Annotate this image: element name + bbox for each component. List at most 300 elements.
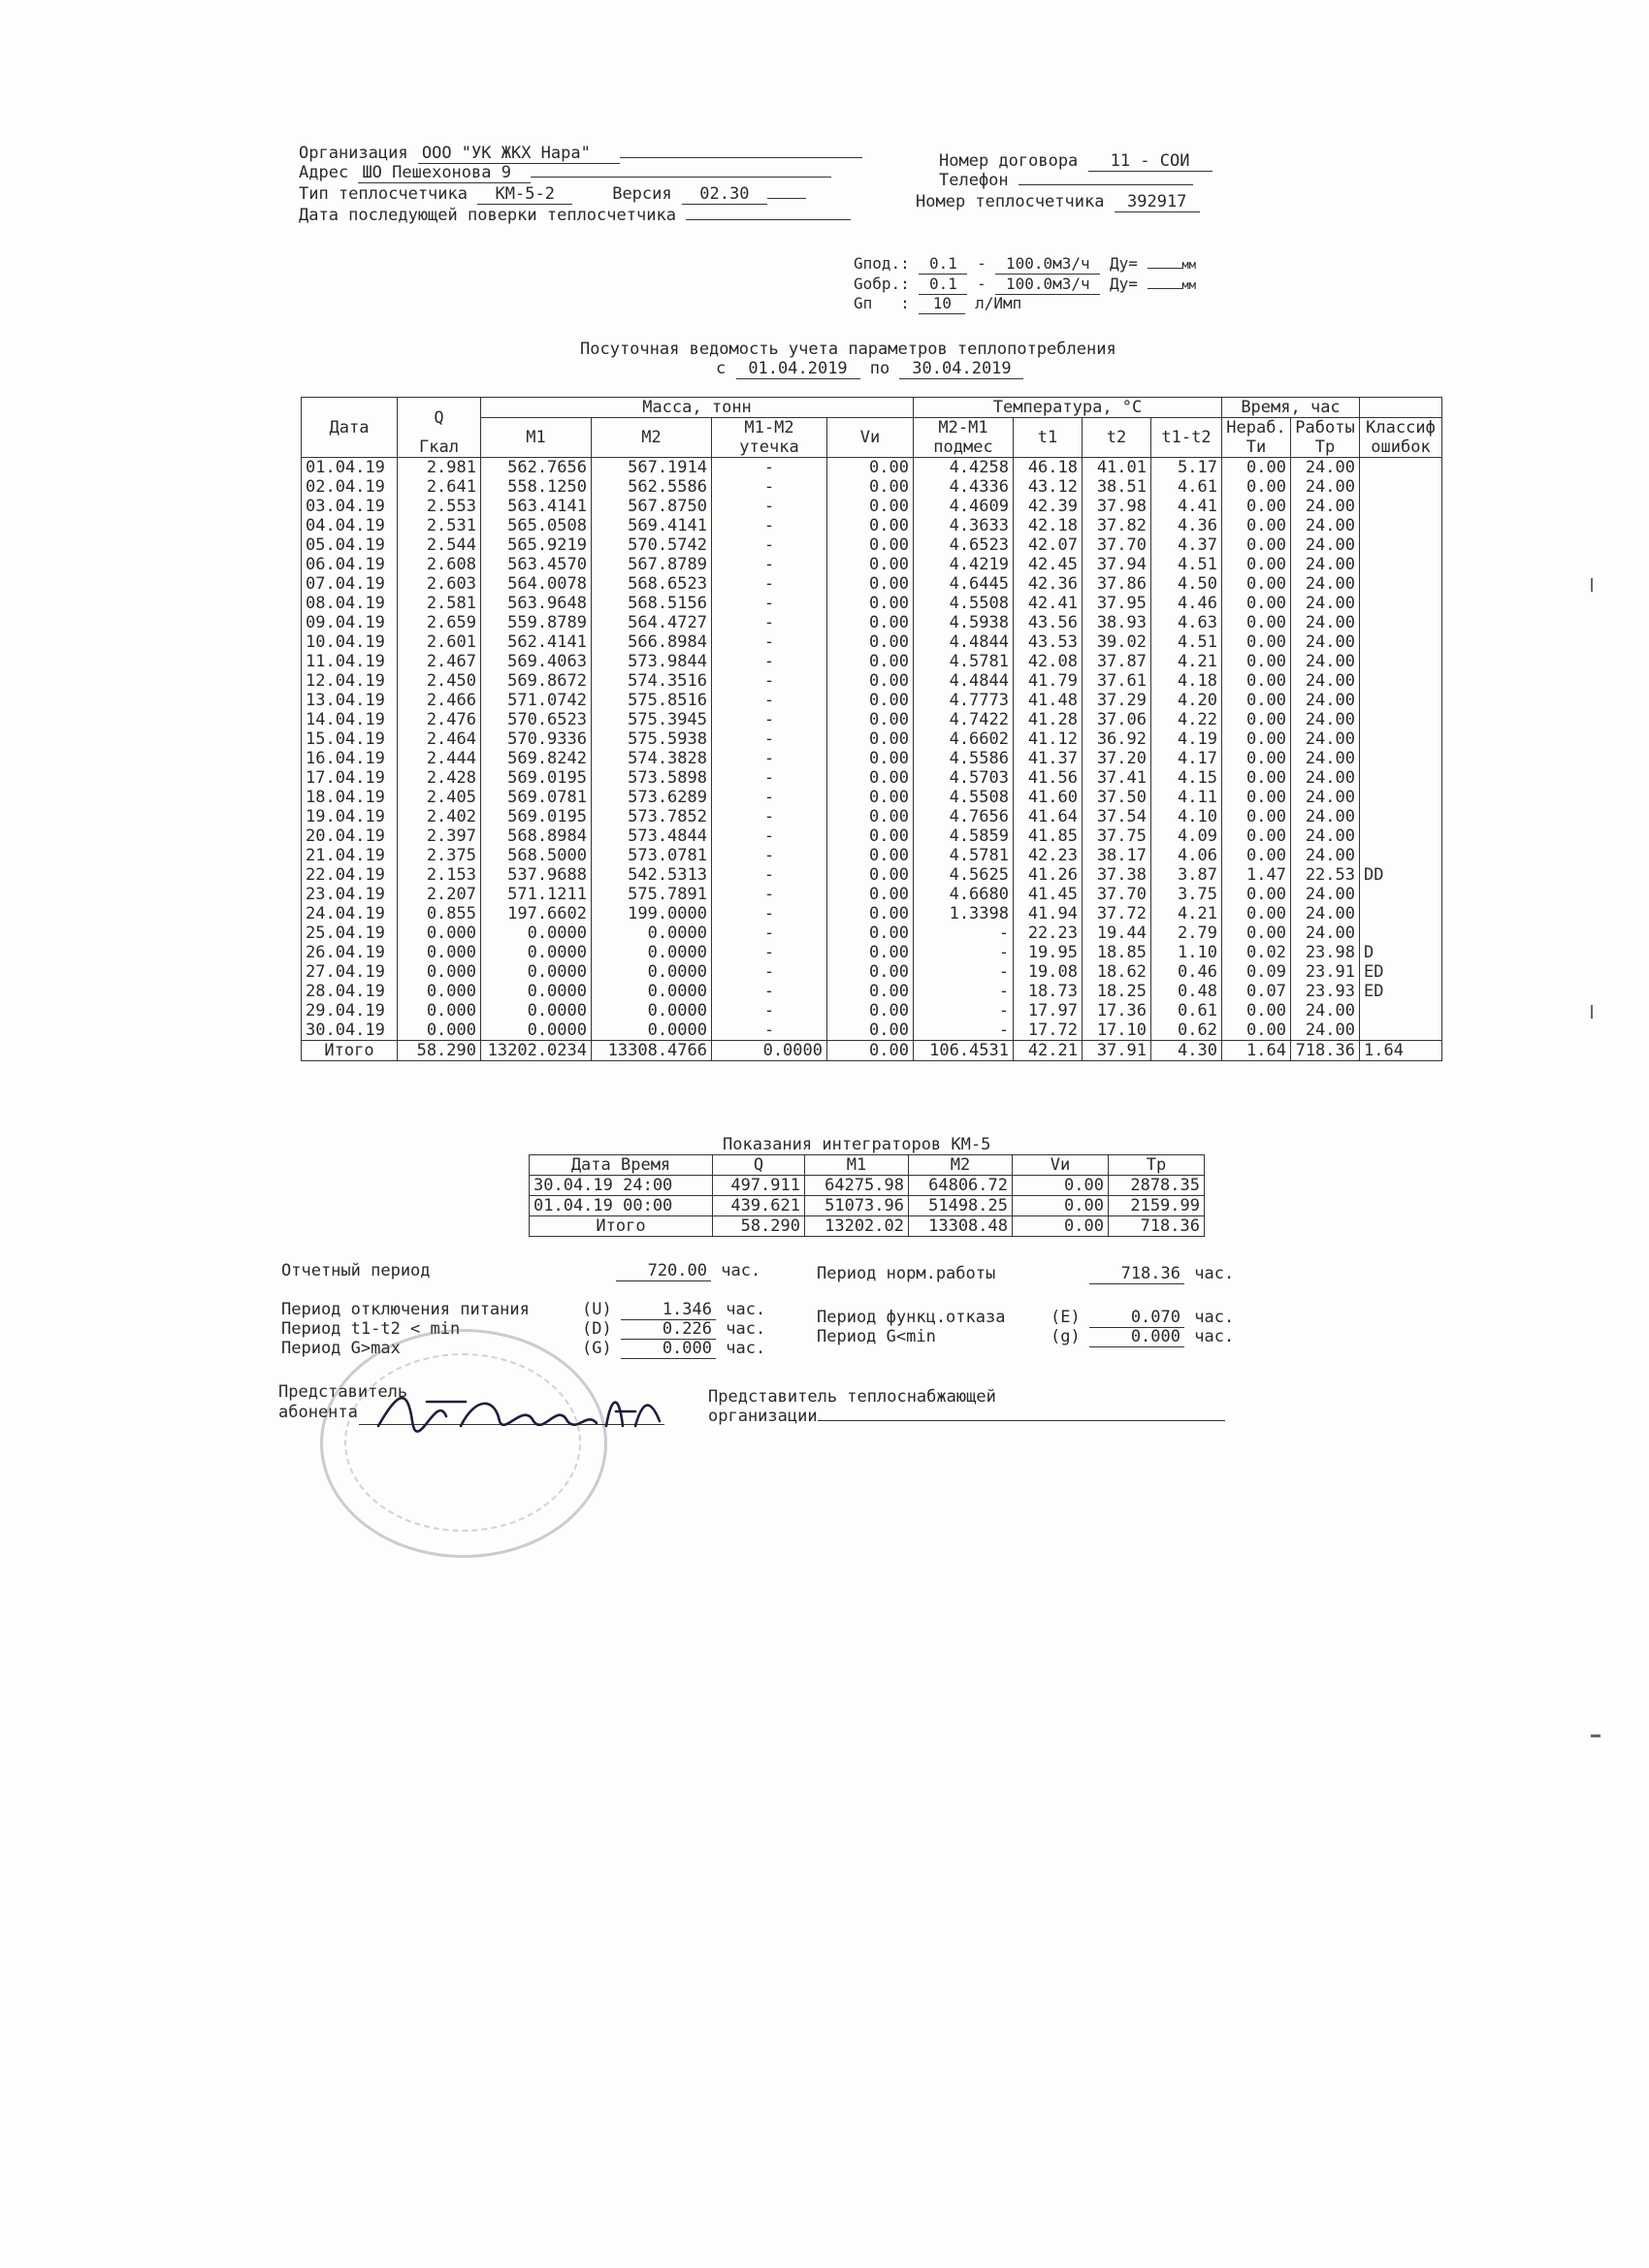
cell-date: 23.04.19	[302, 885, 398, 904]
cell-date: 10.04.19	[302, 632, 398, 652]
cell-dt: 4.09	[1151, 826, 1222, 846]
time-group-header: Время, час	[1222, 398, 1360, 418]
cell-m1m2: -	[712, 555, 827, 574]
cell-cls: ED	[1360, 982, 1442, 1001]
cell-date: 06.04.19	[302, 555, 398, 574]
cell-nerab: 0.00	[1222, 555, 1291, 574]
cell-m1: 565.0508	[481, 516, 592, 535]
cell-m1m2: -	[712, 749, 827, 768]
cell-m1: 563.4141	[481, 497, 592, 516]
cell-dt: 4.36	[1151, 516, 1222, 535]
cell-m1: 0.0000	[481, 982, 592, 1001]
cell-t1: 22.23	[1014, 923, 1083, 943]
cell-m1: 569.0195	[481, 807, 592, 826]
cell-m1m2: -	[712, 768, 827, 788]
cell-vi: 0.00	[827, 574, 914, 594]
cell-t1: 41.37	[1014, 749, 1083, 768]
cell-vi: 0.00	[827, 807, 914, 826]
cell-t2: 37.98	[1083, 497, 1151, 516]
gobr-min: 0.1	[919, 275, 967, 295]
cell-t1: 41.26	[1014, 865, 1083, 885]
cell-dt: 4.61	[1151, 477, 1222, 497]
cell-q: 2.531	[398, 516, 481, 535]
cell-m2: 574.3828	[592, 749, 712, 768]
integ-h-datetime: Дата Время	[530, 1155, 713, 1176]
cell-m2: 0.0000	[592, 1001, 712, 1021]
col-date-header: Дата	[302, 398, 398, 458]
cell-q: 2.428	[398, 768, 481, 788]
gobr-du-label: Ду=	[1109, 275, 1138, 293]
cell-dt: 0.48	[1151, 982, 1222, 1001]
cell-t2: 39.02	[1083, 632, 1151, 652]
cell-m2m1: 4.7422	[914, 710, 1014, 729]
meter-number-value: 392917	[1115, 192, 1200, 212]
gn-value: 10	[919, 294, 965, 314]
cell-m2m1: 4.4609	[914, 497, 1014, 516]
cell-rab: 24.00	[1291, 788, 1360, 807]
cell-m1: 570.9336	[481, 729, 592, 749]
hours-unit: час.	[1194, 1308, 1235, 1327]
cell-m1: 565.9219	[481, 535, 592, 555]
cell-m2: 562.5586	[592, 477, 712, 497]
cell-m1: 569.8242	[481, 749, 592, 768]
cell-m1: 562.4141	[481, 632, 592, 652]
meter-type-value: КМ-5-2	[477, 184, 572, 205]
cell-m1: 563.4570	[481, 555, 592, 574]
cell-t1: 41.60	[1014, 788, 1083, 807]
table-row	[302, 749, 1442, 768]
col-m2-header: M2	[592, 418, 712, 458]
cell-cls	[1360, 1001, 1442, 1021]
cell-m1: 564.0078	[481, 574, 592, 594]
cell-dt: 4.51	[1151, 555, 1222, 574]
cell-m2m1: 4.5938	[914, 613, 1014, 632]
cell-m1: 569.0781	[481, 788, 592, 807]
cell-dt: 4.51	[1151, 632, 1222, 652]
cell-rab: 24.00	[1291, 923, 1360, 943]
total-row	[302, 1041, 1442, 1061]
cell-date: 27.04.19	[302, 962, 398, 982]
cell-m2m1: 4.6445	[914, 574, 1014, 594]
cell-dt: 4.11	[1151, 788, 1222, 807]
cell-m1m2: -	[712, 497, 827, 516]
cell-cls	[1360, 691, 1442, 710]
integ-cell: 13308.48	[909, 1216, 1013, 1237]
gmin-value: 0.000	[1089, 1327, 1184, 1347]
cell-m1: 537.9688	[481, 865, 592, 885]
cell-vi: 0.00	[827, 982, 914, 1001]
cell-vi: 0.00	[827, 729, 914, 749]
temp-group-header: Температура, °C	[914, 398, 1222, 418]
integ-h-vi: Vи	[1013, 1155, 1109, 1176]
cell-vi: 0.00	[827, 555, 914, 574]
col-rab-header: Работы	[1291, 418, 1360, 438]
norm-period-value-wrap	[1089, 1264, 1234, 1284]
cell-nerab: 0.09	[1222, 962, 1291, 982]
integ-cell: 0.00	[1013, 1216, 1109, 1237]
cell-m2: 199.0000	[592, 904, 712, 923]
cell-t1: 41.64	[1014, 807, 1083, 826]
meter-type-line	[299, 184, 806, 205]
address-value: ШО Пешехонова 9	[358, 163, 531, 183]
cell-m1: 569.0195	[481, 768, 592, 788]
cell-rab: 24.00	[1291, 477, 1360, 497]
cell-t2: 17.10	[1083, 1021, 1151, 1041]
cell-date: 22.04.19	[302, 865, 398, 885]
cell-m2: 567.8750	[592, 497, 712, 516]
cell-t2: 37.82	[1083, 516, 1151, 535]
version-value: 02.30	[682, 184, 767, 205]
cell-dt: 4.46	[1151, 594, 1222, 613]
cell-q: 2.450	[398, 671, 481, 691]
cell-nerab: 0.07	[1222, 982, 1291, 1001]
cell-t2: 37.29	[1083, 691, 1151, 710]
table-row	[302, 1021, 1442, 1041]
total-label: Итого	[302, 1041, 398, 1061]
cell-m1m2: -	[712, 613, 827, 632]
cell-m2: 0.0000	[592, 943, 712, 962]
cell-m1: 569.4063	[481, 652, 592, 671]
cell-m2: 574.3516	[592, 671, 712, 691]
cell-m2m1: 4.5703	[914, 768, 1014, 788]
col-q-label: Q	[434, 407, 444, 428]
cell-m1: 0.0000	[481, 943, 592, 962]
cell-rab: 24.00	[1291, 632, 1360, 652]
cell-dt: 2.79	[1151, 923, 1222, 943]
cell-m2m1: 4.4219	[914, 555, 1014, 574]
cell-m1: 0.0000	[481, 962, 592, 982]
gpod-mm-unit: мм	[1181, 258, 1196, 272]
cell-m2m1: -	[914, 1001, 1014, 1021]
cell-date: 02.04.19	[302, 477, 398, 497]
cell-rab: 24.00	[1291, 691, 1360, 710]
cell-dt: 4.50	[1151, 574, 1222, 594]
cell-rab: 24.00	[1291, 594, 1360, 613]
cell-q: 0.000	[398, 1001, 481, 1021]
col-rab-sub: Tр	[1291, 437, 1360, 458]
scan-mark	[1591, 1734, 1600, 1737]
func-fail-code: (E)	[1051, 1308, 1081, 1327]
table-row	[302, 788, 1442, 807]
table-row	[302, 574, 1442, 594]
cell-t2: 18.62	[1083, 962, 1151, 982]
cell-cls	[1360, 594, 1442, 613]
cell-m2m1: 4.6680	[914, 885, 1014, 904]
cell-m1m2: -	[712, 594, 827, 613]
cell-t2: 37.94	[1083, 555, 1151, 574]
cell-m2m1: 4.5781	[914, 846, 1014, 865]
cell-nerab: 0.00	[1222, 652, 1291, 671]
integ-cell: 13202.02	[805, 1216, 909, 1237]
cell-t2: 38.93	[1083, 613, 1151, 632]
cell-rab: 24.00	[1291, 826, 1360, 846]
cell-m2: 570.5742	[592, 535, 712, 555]
cell-nerab: 0.00	[1222, 885, 1291, 904]
supplier-rep-label-2	[708, 1407, 1225, 1426]
cell-date: 09.04.19	[302, 613, 398, 632]
cell-vi: 0.00	[827, 885, 914, 904]
cell-m1m2: -	[712, 1001, 827, 1021]
cell-m1m2: -	[712, 904, 827, 923]
power-off-code: (U)	[582, 1300, 612, 1319]
cell-dt: 4.63	[1151, 613, 1222, 632]
period-to: 30.04.2019	[899, 359, 1023, 379]
hours-unit: час.	[726, 1300, 766, 1319]
cell-vi: 0.00	[827, 826, 914, 846]
cell-nerab: 0.00	[1222, 632, 1291, 652]
report-period-value: 720.00	[616, 1261, 711, 1281]
cell-dt: 4.17	[1151, 749, 1222, 768]
cell-cls	[1360, 807, 1442, 826]
cell-t1: 41.12	[1014, 729, 1083, 749]
cell-q: 0.000	[398, 923, 481, 943]
cell-m1: 562.7656	[481, 458, 592, 478]
cell-m2: 0.0000	[592, 982, 712, 1001]
cell-vi: 0.00	[827, 710, 914, 729]
cell-m1m2: -	[712, 691, 827, 710]
cell-m2: 568.5156	[592, 594, 712, 613]
cell-m2m1: 4.3633	[914, 516, 1014, 535]
meter-number-label: Номер теплосчетчика	[916, 192, 1105, 211]
contract-line	[939, 151, 1212, 172]
daily-report-table	[301, 397, 1442, 1061]
cell-cls	[1360, 768, 1442, 788]
cell-cls	[1360, 885, 1442, 904]
cell-vi: 0.00	[827, 652, 914, 671]
cell-rab: 24.00	[1291, 885, 1360, 904]
cell-dt: 4.37	[1151, 535, 1222, 555]
integ-cell: 2159.99	[1109, 1196, 1205, 1216]
col-m1m2-header: M1-M2	[712, 418, 827, 438]
total-m1m2: 0.0000	[712, 1041, 827, 1061]
handwritten-signature	[369, 1373, 679, 1450]
total-m1: 13202.0234	[481, 1041, 592, 1061]
cell-q: 2.153	[398, 865, 481, 885]
cell-m2m1: 4.5781	[914, 652, 1014, 671]
cell-m1m2: -	[712, 632, 827, 652]
cell-vi: 0.00	[827, 865, 914, 885]
integ-row	[530, 1176, 1205, 1196]
cell-q: 2.981	[398, 458, 481, 478]
dt-min-code: (D)	[582, 1319, 612, 1339]
cell-cls	[1360, 555, 1442, 574]
cell-cls	[1360, 710, 1442, 729]
cell-vi: 0.00	[827, 768, 914, 788]
cell-t2: 37.87	[1083, 652, 1151, 671]
cell-m2: 0.0000	[592, 962, 712, 982]
verification-blank	[686, 219, 851, 220]
cell-rab: 24.00	[1291, 846, 1360, 865]
col-nerab-sub: Tи	[1222, 437, 1291, 458]
cell-vi: 0.00	[827, 1021, 914, 1041]
cell-cls	[1360, 826, 1442, 846]
cell-vi: 0.00	[827, 671, 914, 691]
cell-vi: 0.00	[827, 535, 914, 555]
cell-rab: 24.00	[1291, 574, 1360, 594]
cell-nerab: 0.00	[1222, 458, 1291, 478]
col-m1-header: M1	[481, 418, 592, 458]
blank-header	[1360, 398, 1442, 418]
report-period	[716, 359, 1023, 379]
table-row	[302, 613, 1442, 632]
cell-nerab: 0.00	[1222, 594, 1291, 613]
cell-nerab: 0.00	[1222, 788, 1291, 807]
cell-rab: 24.00	[1291, 1021, 1360, 1041]
cell-t2: 37.20	[1083, 749, 1151, 768]
cell-m2m1: -	[914, 982, 1014, 1001]
cell-m1: 0.0000	[481, 1021, 592, 1041]
cell-m2: 575.7891	[592, 885, 712, 904]
cell-t1: 42.36	[1014, 574, 1083, 594]
cell-dt: 4.20	[1151, 691, 1222, 710]
cell-t2: 18.25	[1083, 982, 1151, 1001]
cell-m2m1: -	[914, 962, 1014, 982]
cell-m2m1: 1.3398	[914, 904, 1014, 923]
cell-dt: 4.10	[1151, 807, 1222, 826]
cell-vi: 0.00	[827, 613, 914, 632]
cell-t1: 43.12	[1014, 477, 1083, 497]
cell-t2: 38.51	[1083, 477, 1151, 497]
cell-nerab: 1.47	[1222, 865, 1291, 885]
cell-rab: 24.00	[1291, 535, 1360, 555]
cell-t1: 19.08	[1014, 962, 1083, 982]
integ-cell: 439.621	[713, 1196, 805, 1216]
cell-q: 2.375	[398, 846, 481, 865]
cell-m1m2: -	[712, 962, 827, 982]
cell-vi: 0.00	[827, 458, 914, 478]
gn-label: Gп	[854, 294, 873, 312]
cell-m2: 573.4844	[592, 826, 712, 846]
cell-m2: 569.4141	[592, 516, 712, 535]
norm-period-label: Период норм.работы	[817, 1264, 996, 1283]
cell-nerab: 0.00	[1222, 613, 1291, 632]
cell-date: 03.04.19	[302, 497, 398, 516]
cell-date: 21.04.19	[302, 846, 398, 865]
verification-label: Дата последующей поверки теплосчетчика	[299, 206, 676, 225]
cell-m1m2: -	[712, 826, 827, 846]
cell-nerab: 0.00	[1222, 729, 1291, 749]
cell-rab: 24.00	[1291, 768, 1360, 788]
cell-rab: 24.00	[1291, 1001, 1360, 1021]
cell-dt: 0.46	[1151, 962, 1222, 982]
period-from: 01.04.2019	[736, 359, 860, 379]
cell-q: 2.397	[398, 826, 481, 846]
gn-unit: л/Имп	[975, 294, 1022, 312]
cell-m1m2: -	[712, 710, 827, 729]
cell-t2: 41.01	[1083, 458, 1151, 478]
cell-m1: 197.6602	[481, 904, 592, 923]
table-row	[302, 652, 1442, 671]
cell-q: 0.000	[398, 943, 481, 962]
col-cls-header: Классиф	[1360, 418, 1442, 438]
cell-t2: 37.72	[1083, 904, 1151, 923]
contract-label: Номер договора	[939, 151, 1079, 171]
cell-t1: 46.18	[1014, 458, 1083, 478]
cell-m2: 573.5898	[592, 768, 712, 788]
supplier-rep-label-1: Представитель теплоснабжающей	[708, 1387, 996, 1407]
gobr-label: Gобр.:	[854, 275, 910, 293]
cell-date: 11.04.19	[302, 652, 398, 671]
cell-t1: 41.48	[1014, 691, 1083, 710]
cell-q: 2.608	[398, 555, 481, 574]
cell-nerab: 0.00	[1222, 535, 1291, 555]
col-t2-header: t2	[1083, 418, 1151, 458]
cell-t1: 17.97	[1014, 1001, 1083, 1021]
report-period-label: Отчетный период	[281, 1261, 431, 1280]
integ-cell: 58.290	[713, 1216, 805, 1237]
cell-q: 2.444	[398, 749, 481, 768]
cell-vi: 0.00	[827, 516, 914, 535]
cell-nerab: 0.00	[1222, 904, 1291, 923]
gpod-label: Gпод.:	[854, 254, 910, 273]
cell-t2: 37.54	[1083, 807, 1151, 826]
cell-date: 18.04.19	[302, 788, 398, 807]
total-t1: 42.21	[1014, 1041, 1083, 1061]
integ-cell: 64806.72	[909, 1176, 1013, 1196]
table-row	[302, 497, 1442, 516]
cell-t2: 17.36	[1083, 1001, 1151, 1021]
cell-m1m2: -	[712, 807, 827, 826]
cell-m2m1: 4.5859	[914, 826, 1014, 846]
hours-unit: час.	[1194, 1327, 1235, 1346]
cell-rab: 24.00	[1291, 652, 1360, 671]
report-title: Посуточная ведомость учета параметров теплопотребления	[580, 340, 1116, 359]
cell-q: 2.476	[398, 710, 481, 729]
cell-m2m1: -	[914, 923, 1014, 943]
cell-m1m2: -	[712, 865, 827, 885]
cell-nerab: 0.00	[1222, 710, 1291, 729]
table-row	[302, 768, 1442, 788]
cell-date: 01.04.19	[302, 458, 398, 478]
cell-q: 2.544	[398, 535, 481, 555]
cell-m1: 0.0000	[481, 1001, 592, 1021]
cell-cls	[1360, 671, 1442, 691]
gmax-value-wrap	[621, 1339, 765, 1359]
cell-t1: 43.53	[1014, 632, 1083, 652]
table-row	[302, 729, 1442, 749]
dt-min-value-wrap	[621, 1319, 765, 1340]
report-period-value-wrap	[616, 1261, 760, 1281]
hours-unit: час.	[726, 1339, 766, 1358]
table-row	[302, 923, 1442, 943]
total-m2: 13308.4766	[592, 1041, 712, 1061]
org-value: ООО "УК ЖКХ Нара"	[418, 144, 620, 164]
table-row	[302, 885, 1442, 904]
cell-q: 2.464	[398, 729, 481, 749]
table-row	[302, 555, 1442, 574]
table-row	[302, 458, 1442, 478]
col-dt-header: t1-t2	[1151, 418, 1222, 458]
cell-rab: 24.00	[1291, 749, 1360, 768]
cell-q: 0.000	[398, 962, 481, 982]
norm-period-value: 718.36	[1089, 1264, 1184, 1284]
abonent-rep-label-1: Представитель	[278, 1382, 408, 1402]
power-off-value-wrap	[621, 1300, 765, 1320]
cell-m2: 542.5313	[592, 865, 712, 885]
cell-rab: 24.00	[1291, 516, 1360, 535]
cell-date: 04.04.19	[302, 516, 398, 535]
col-cls-sub: ошибок	[1360, 437, 1442, 458]
cell-q: 2.402	[398, 807, 481, 826]
cell-vi: 0.00	[827, 1001, 914, 1021]
cell-cls	[1360, 497, 1442, 516]
cell-rab: 23.91	[1291, 962, 1360, 982]
cell-m2: 573.9844	[592, 652, 712, 671]
cell-date: 15.04.19	[302, 729, 398, 749]
cell-m2: 575.8516	[592, 691, 712, 710]
cell-t1: 42.23	[1014, 846, 1083, 865]
gpod-min: 0.1	[919, 254, 967, 275]
